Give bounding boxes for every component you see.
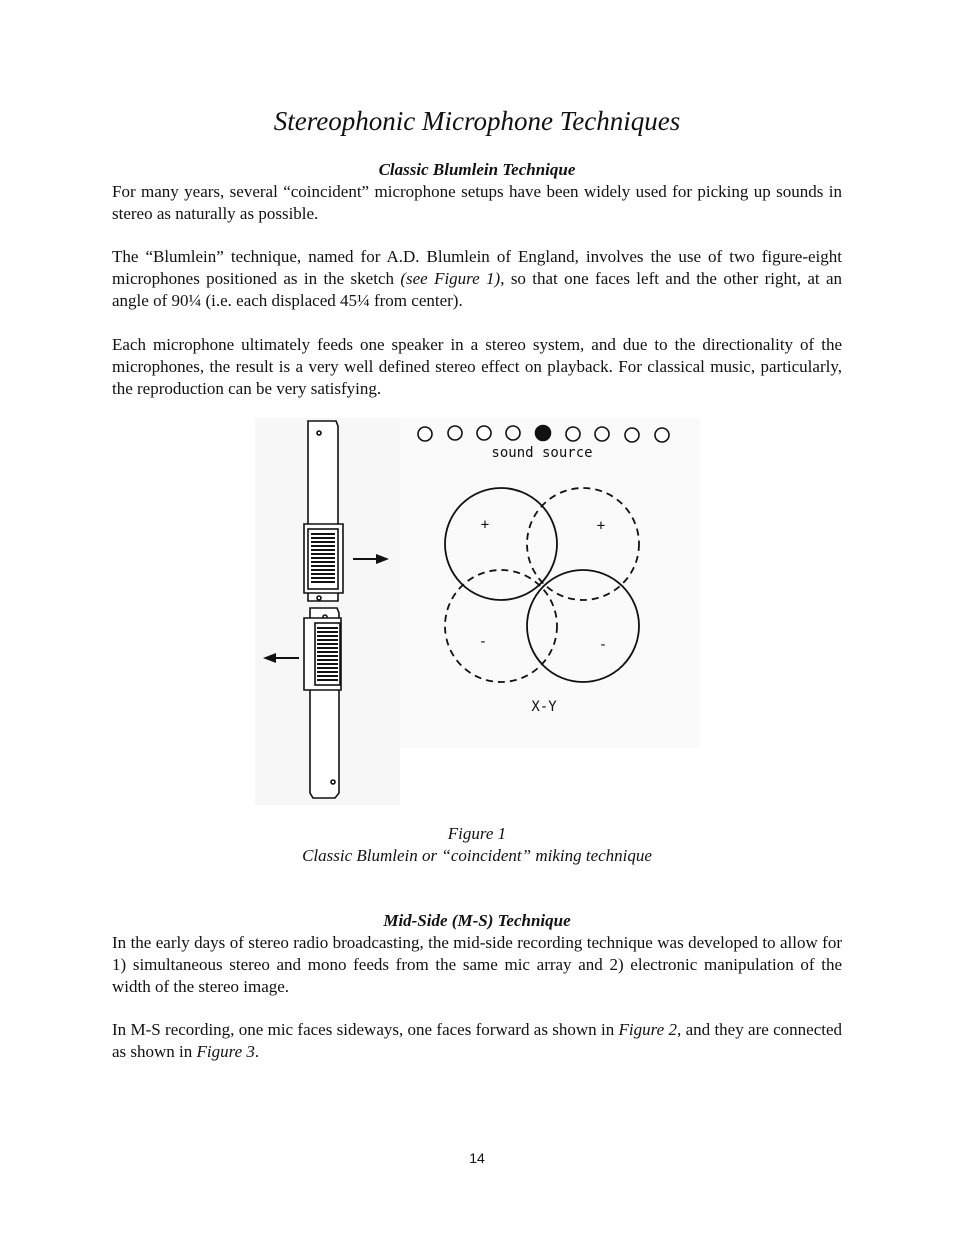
microphone-upper xyxy=(304,421,343,601)
figure-caption-number: Figure 1 xyxy=(447,824,507,843)
figure-1-illustration xyxy=(255,418,700,805)
source-circle xyxy=(448,426,462,440)
source-circle xyxy=(506,426,520,440)
paragraph-ms-history: In the early days of stereo radio broadcasting, the mid-side recording technique was developed to allow for 1) simultaneous stereo and mono feeds from the same mic array and 2) electronic manipulation of the width of the stereo image. xyxy=(112,933,842,996)
microphone-lower xyxy=(304,608,341,798)
sound-source-row xyxy=(418,426,669,443)
paragraph-stereo-feed: Each microphone ultimately feeds one speaker in a stereo system, and due to the directionality of the microphones, the result is a very well defined stereo effect on playback. For classical music, particularly, the reproduction can be very satisfying. xyxy=(112,335,842,398)
paragraph-blumlein xyxy=(112,246,842,312)
plus-sign-right: + xyxy=(596,518,606,534)
paragraph-blumlein-text-2: , so that one faces left and the other right, at an angle of 90¼ (i.e. each displaced 45¼ from center). xyxy=(112,269,842,310)
blumlein-diagram xyxy=(255,418,700,805)
paragraph-ms-recording xyxy=(112,1019,842,1063)
section-heading-blumlein: Classic Blumlein Technique xyxy=(378,160,576,179)
paragraph-ms-text-3: . xyxy=(254,1042,260,1061)
figure-caption-text: Classic Blumlein or “coincident” miking technique xyxy=(302,846,652,865)
minus-sign-right: - xyxy=(598,637,608,653)
xy-label: X-Y xyxy=(531,699,557,715)
plus-sign-left: + xyxy=(480,517,490,533)
section-heading-mid-side: Mid-Side (M-S) Technique xyxy=(383,911,571,930)
source-circle xyxy=(477,426,491,440)
paragraph-ms-text-1: In M-S recording, one mic faces sideways, one faces forward as shown in xyxy=(112,1020,619,1039)
page-number: 14 xyxy=(469,1150,485,1166)
minus-sign-left: - xyxy=(478,634,488,650)
paragraph-intro: For many years, several “coincident” microphone setups have been widely used for picking up sounds in stereo as naturally as possible. xyxy=(112,182,842,223)
page-title: Stereophonic Microphone Techniques xyxy=(273,106,681,136)
figure-3-reference: Figure 3 xyxy=(196,1042,255,1061)
source-circle xyxy=(418,427,432,441)
figure-1-reference: (see Figure 1) xyxy=(400,269,501,288)
source-circle xyxy=(625,428,639,442)
source-circle xyxy=(595,427,609,441)
source-circle-active xyxy=(536,426,551,441)
figure-2-reference: Figure 2 xyxy=(618,1020,677,1039)
sound-source-label: sound source xyxy=(491,445,593,461)
paragraph-ms-text-2: , and they are connected as shown in xyxy=(112,1020,843,1061)
source-circle xyxy=(566,427,580,441)
paragraph-blumlein-text-1: The “Blumlein” technique, named for A.D. Blumlein of England, involves the use of two figure-eight microphones positioned as in the sketch xyxy=(112,247,842,288)
source-circle xyxy=(655,428,669,442)
